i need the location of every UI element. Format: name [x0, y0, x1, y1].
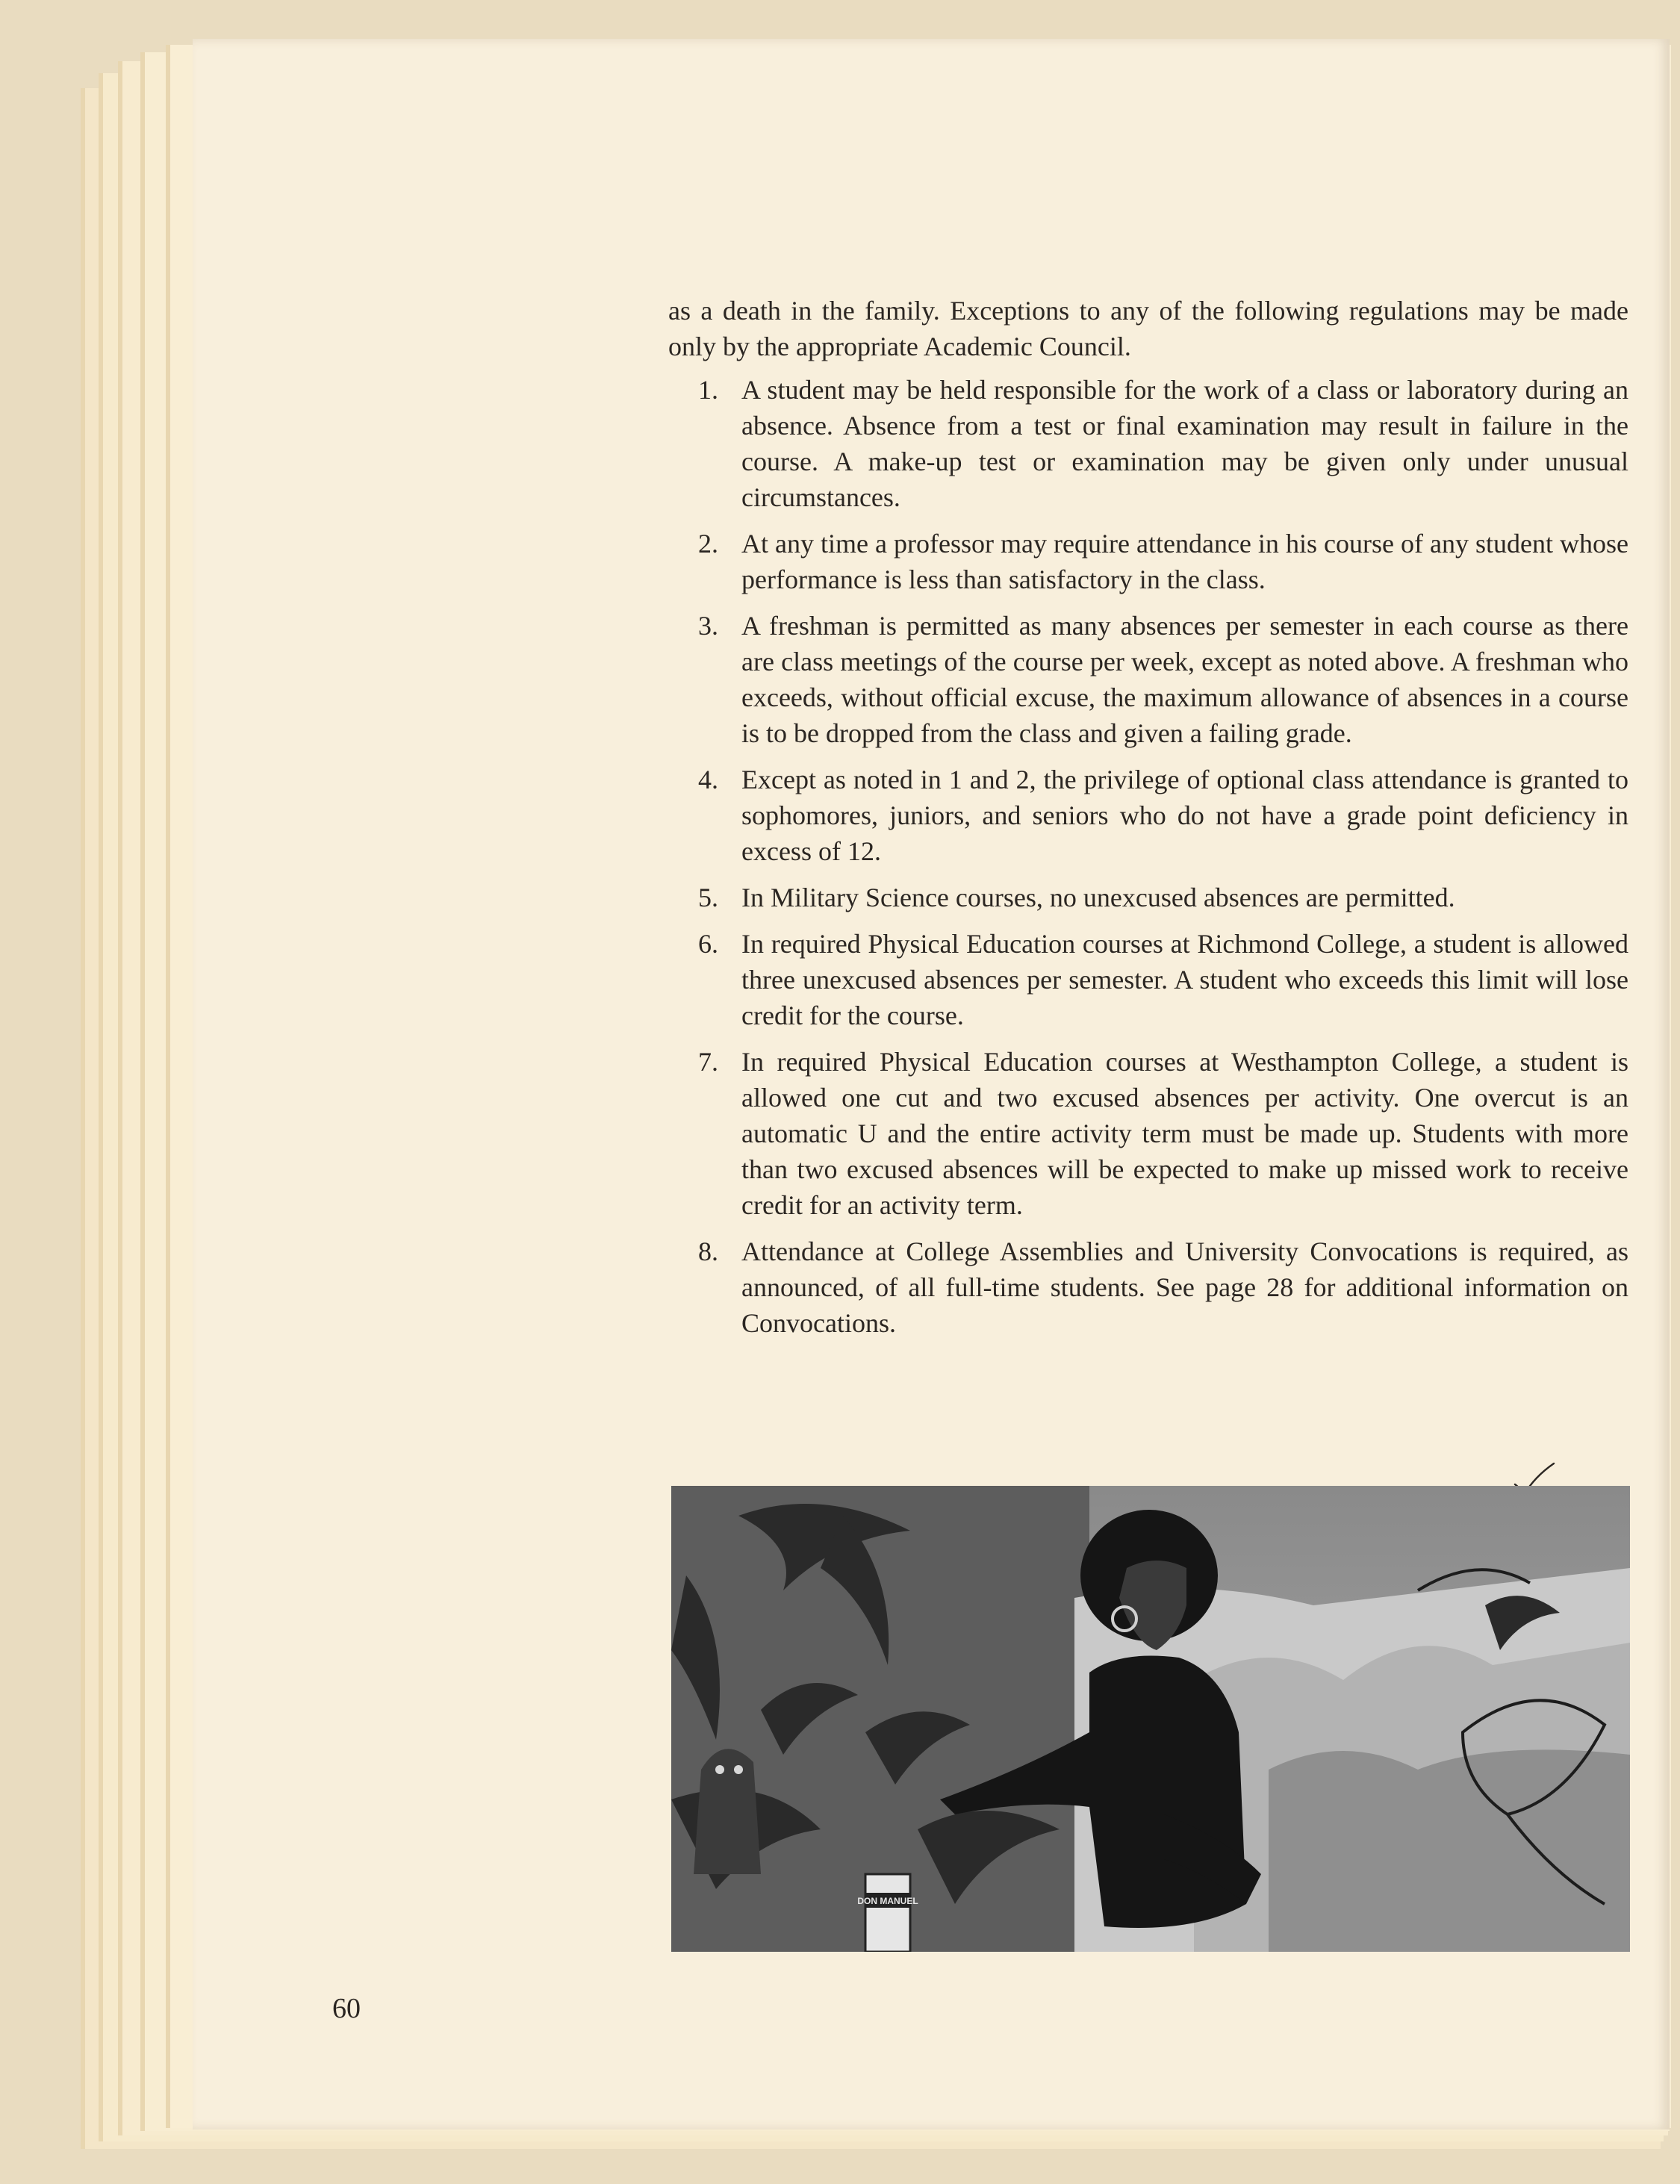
- list-item: [668, 608, 1628, 751]
- rule-number: 3.: [698, 611, 718, 641]
- rule-text: In Military Science courses, no unexcused absences are permitted.: [741, 883, 1455, 912]
- rule-text: Attendance at College Assemblies and University Convocations is required, as announced, of all full-time students. See page 28 for additional information on Convocations.: [741, 1236, 1628, 1338]
- can-label: DON MANUEL: [857, 1896, 918, 1906]
- student-painting-photo: [671, 1486, 1630, 1952]
- rule-number: 6.: [698, 929, 718, 959]
- list-item: [668, 526, 1628, 597]
- rule-text: In required Physical Education courses at Richmond College, a student is allowed three unexcused absences per semester. A student who exceeds this limit will lose credit for the course.: [741, 929, 1628, 1030]
- list-item: [668, 1044, 1628, 1223]
- rule-text: A freshman is permitted as many absences per semester in each course as there are class meetings of the course per week, except as noted above. A freshman who exceeds, without official excuse, the maximum allowance of absences in a course is to be dropped from the class and given a failing grade.: [741, 611, 1628, 748]
- rule-number: 2.: [698, 529, 718, 559]
- list-item: [668, 1233, 1628, 1341]
- rule-text: In required Physical Education courses at Westhampton College, a student is allowed one cut and two excused absences per activity. One overcut is an automatic U and the entire activity term must be made up. Students with more than two excused absences will be expected to make up missed work to receive credit for an activity term.: [741, 1047, 1628, 1220]
- list-item: [668, 926, 1628, 1033]
- page-number: 60: [332, 1993, 361, 2024]
- attendance-rules-list: [668, 372, 1628, 1341]
- page-body: [668, 293, 1628, 1351]
- rule-number: 7.: [698, 1047, 718, 1077]
- list-item: [668, 880, 1628, 915]
- rule-number: 1.: [698, 375, 718, 405]
- rule-number: 5.: [698, 883, 718, 912]
- rule-text: At any time a professor may require attendance in his course of any student whose performance is less than satisfactory in the class.: [741, 529, 1628, 594]
- intro-paragraph: as a death in the family. Exceptions to any of the following regulations may be made only by the appropriate Academic Council.: [668, 296, 1628, 361]
- list-item: [668, 372, 1628, 515]
- list-item: [668, 762, 1628, 869]
- rule-text: A student may be held responsible for the work of a class or laboratory during an absence. Absence from a test or final examination may result in failure in the course. A make-up test or examination may be given only under unusual circumstances.: [741, 375, 1628, 512]
- rule-number: 4.: [698, 765, 718, 794]
- rule-text: Except as noted in 1 and 2, the privilege of optional class attendance is granted to sophomores, juniors, and seniors who do not have a grade point deficiency in excess of 12.: [741, 765, 1628, 866]
- rule-number: 8.: [698, 1236, 718, 1266]
